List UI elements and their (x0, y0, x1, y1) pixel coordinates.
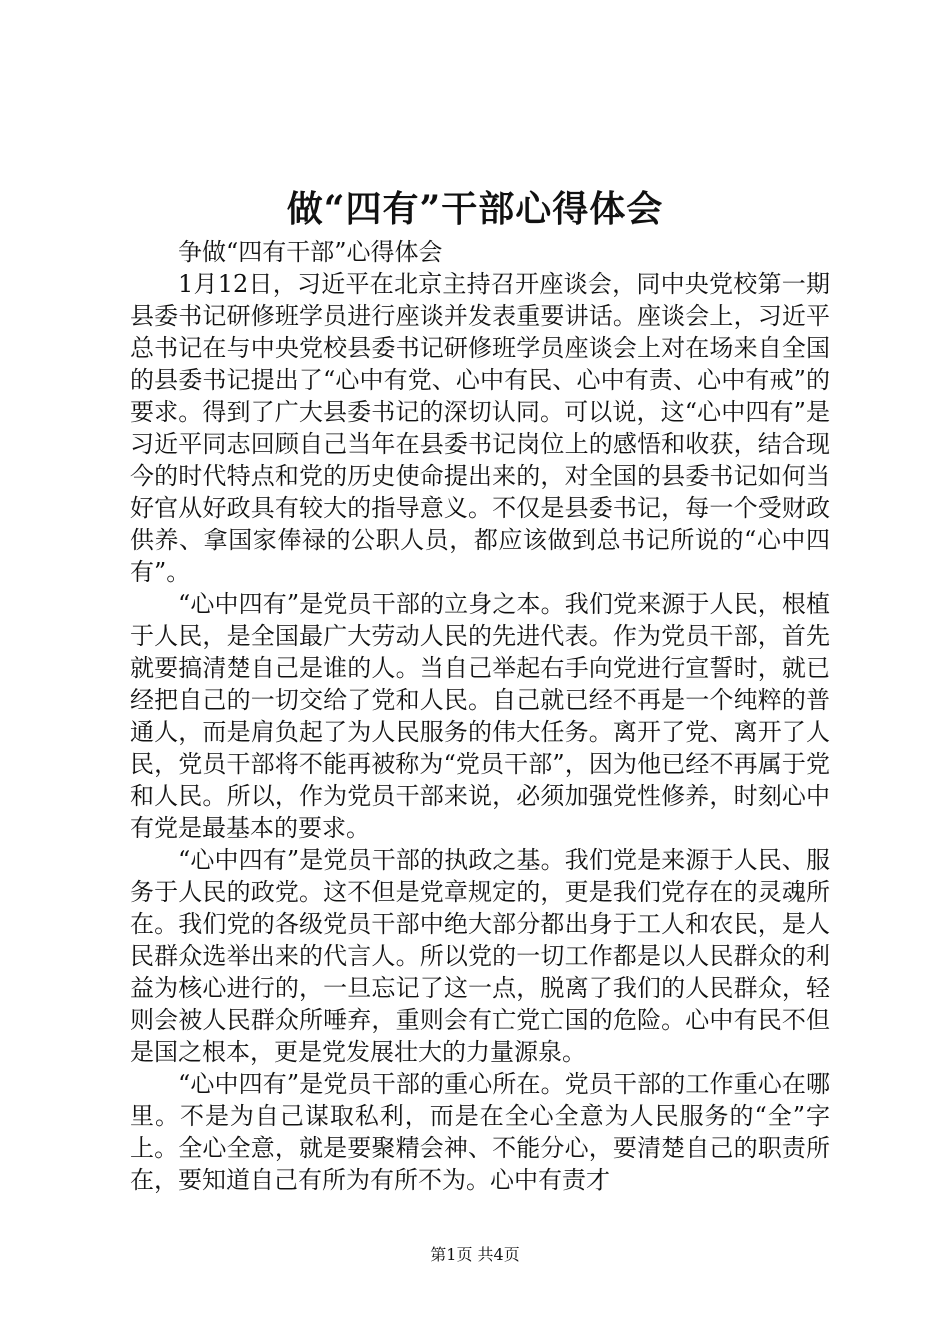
body-paragraph: 1月12日，习近平在北京主持召开座谈会，同中央党校第一期县委书记研修班学员进行座谈并发表重要讲话。座谈会上，习近平总书记在与中央党校县委书记研修班学员座谈会上对在场来自全国的县委书记提出了“心中有党、心中有民、心中有责、心中有戒”的要求。得到了广大县委书记的深切认同。可以说，这“心中四有”是习近平同志回顾自己当年在县委书记岗位上的感悟和收获，结合现今的时代特点和党的历史使命提出来的，对全国的县委书记如何当好官从好政具有较大的指导意义。不仅是县委书记，每一个受财政供养、拿国家俸禄的公职人员，都应该做到总书记所说的“心中四有”。 (130, 270, 830, 586)
page-footer: 第1页 共4页 (430, 1245, 520, 1264)
document-title: 做“四有”干部心得体会 (286, 188, 664, 230)
body-paragraph: “心中四有”是党员干部的重心所在。党员干部的工作重心在哪里。不是为自己谋取私利，而是在全心全意为人民服务的“全”字上。全心全意，就是要聚精会神、不能分心，要清楚自己的职责所在，要知道自己有所为有所不为。心中有责才 (130, 1070, 830, 1194)
body-paragraph: “心中四有”是党员干部的执政之基。我们党是来源于人民、服务于人民的政党。这不但是党章规定的，更是我们党存在的灵魂所在。我们党的各级党员干部中绝大部分都出身于工人和农民，是人民群众选举出来的代言人。所以党的一切工作都是以人民群众的利益为核心进行的，一旦忘记了这一点，脱离了我们的人民群众，轻则会被人民群众所唾弃，重则会有亡党亡国的危险。心中有民不但是国之根本，更是党发展壮大的力量源泉。 (130, 846, 830, 1066)
body-paragraph: “心中四有”是党员干部的立身之本。我们党来源于人民，根植于人民，是全国最广大劳动人民的先进代表。作为党员干部，首先就要搞清楚自己是谁的人。当自己举起右手向党进行宣誓时，就已经把自己的一切交给了党和人民。自己就已经不再是一个纯粹的普通人，而是肩负起了为人民服务的伟大任务。离开了党、离开了人民，党员干部将不能再被称为“党员干部”，因为他已经不再属于党和人民。所以，作为党员干部来说，必须加强党性修养，时刻心中有党是最基本的要求。 (130, 590, 830, 842)
document-body (130, 236, 830, 1196)
subtitle-paragraph: 争做“四有干部”心得体会 (178, 238, 443, 266)
